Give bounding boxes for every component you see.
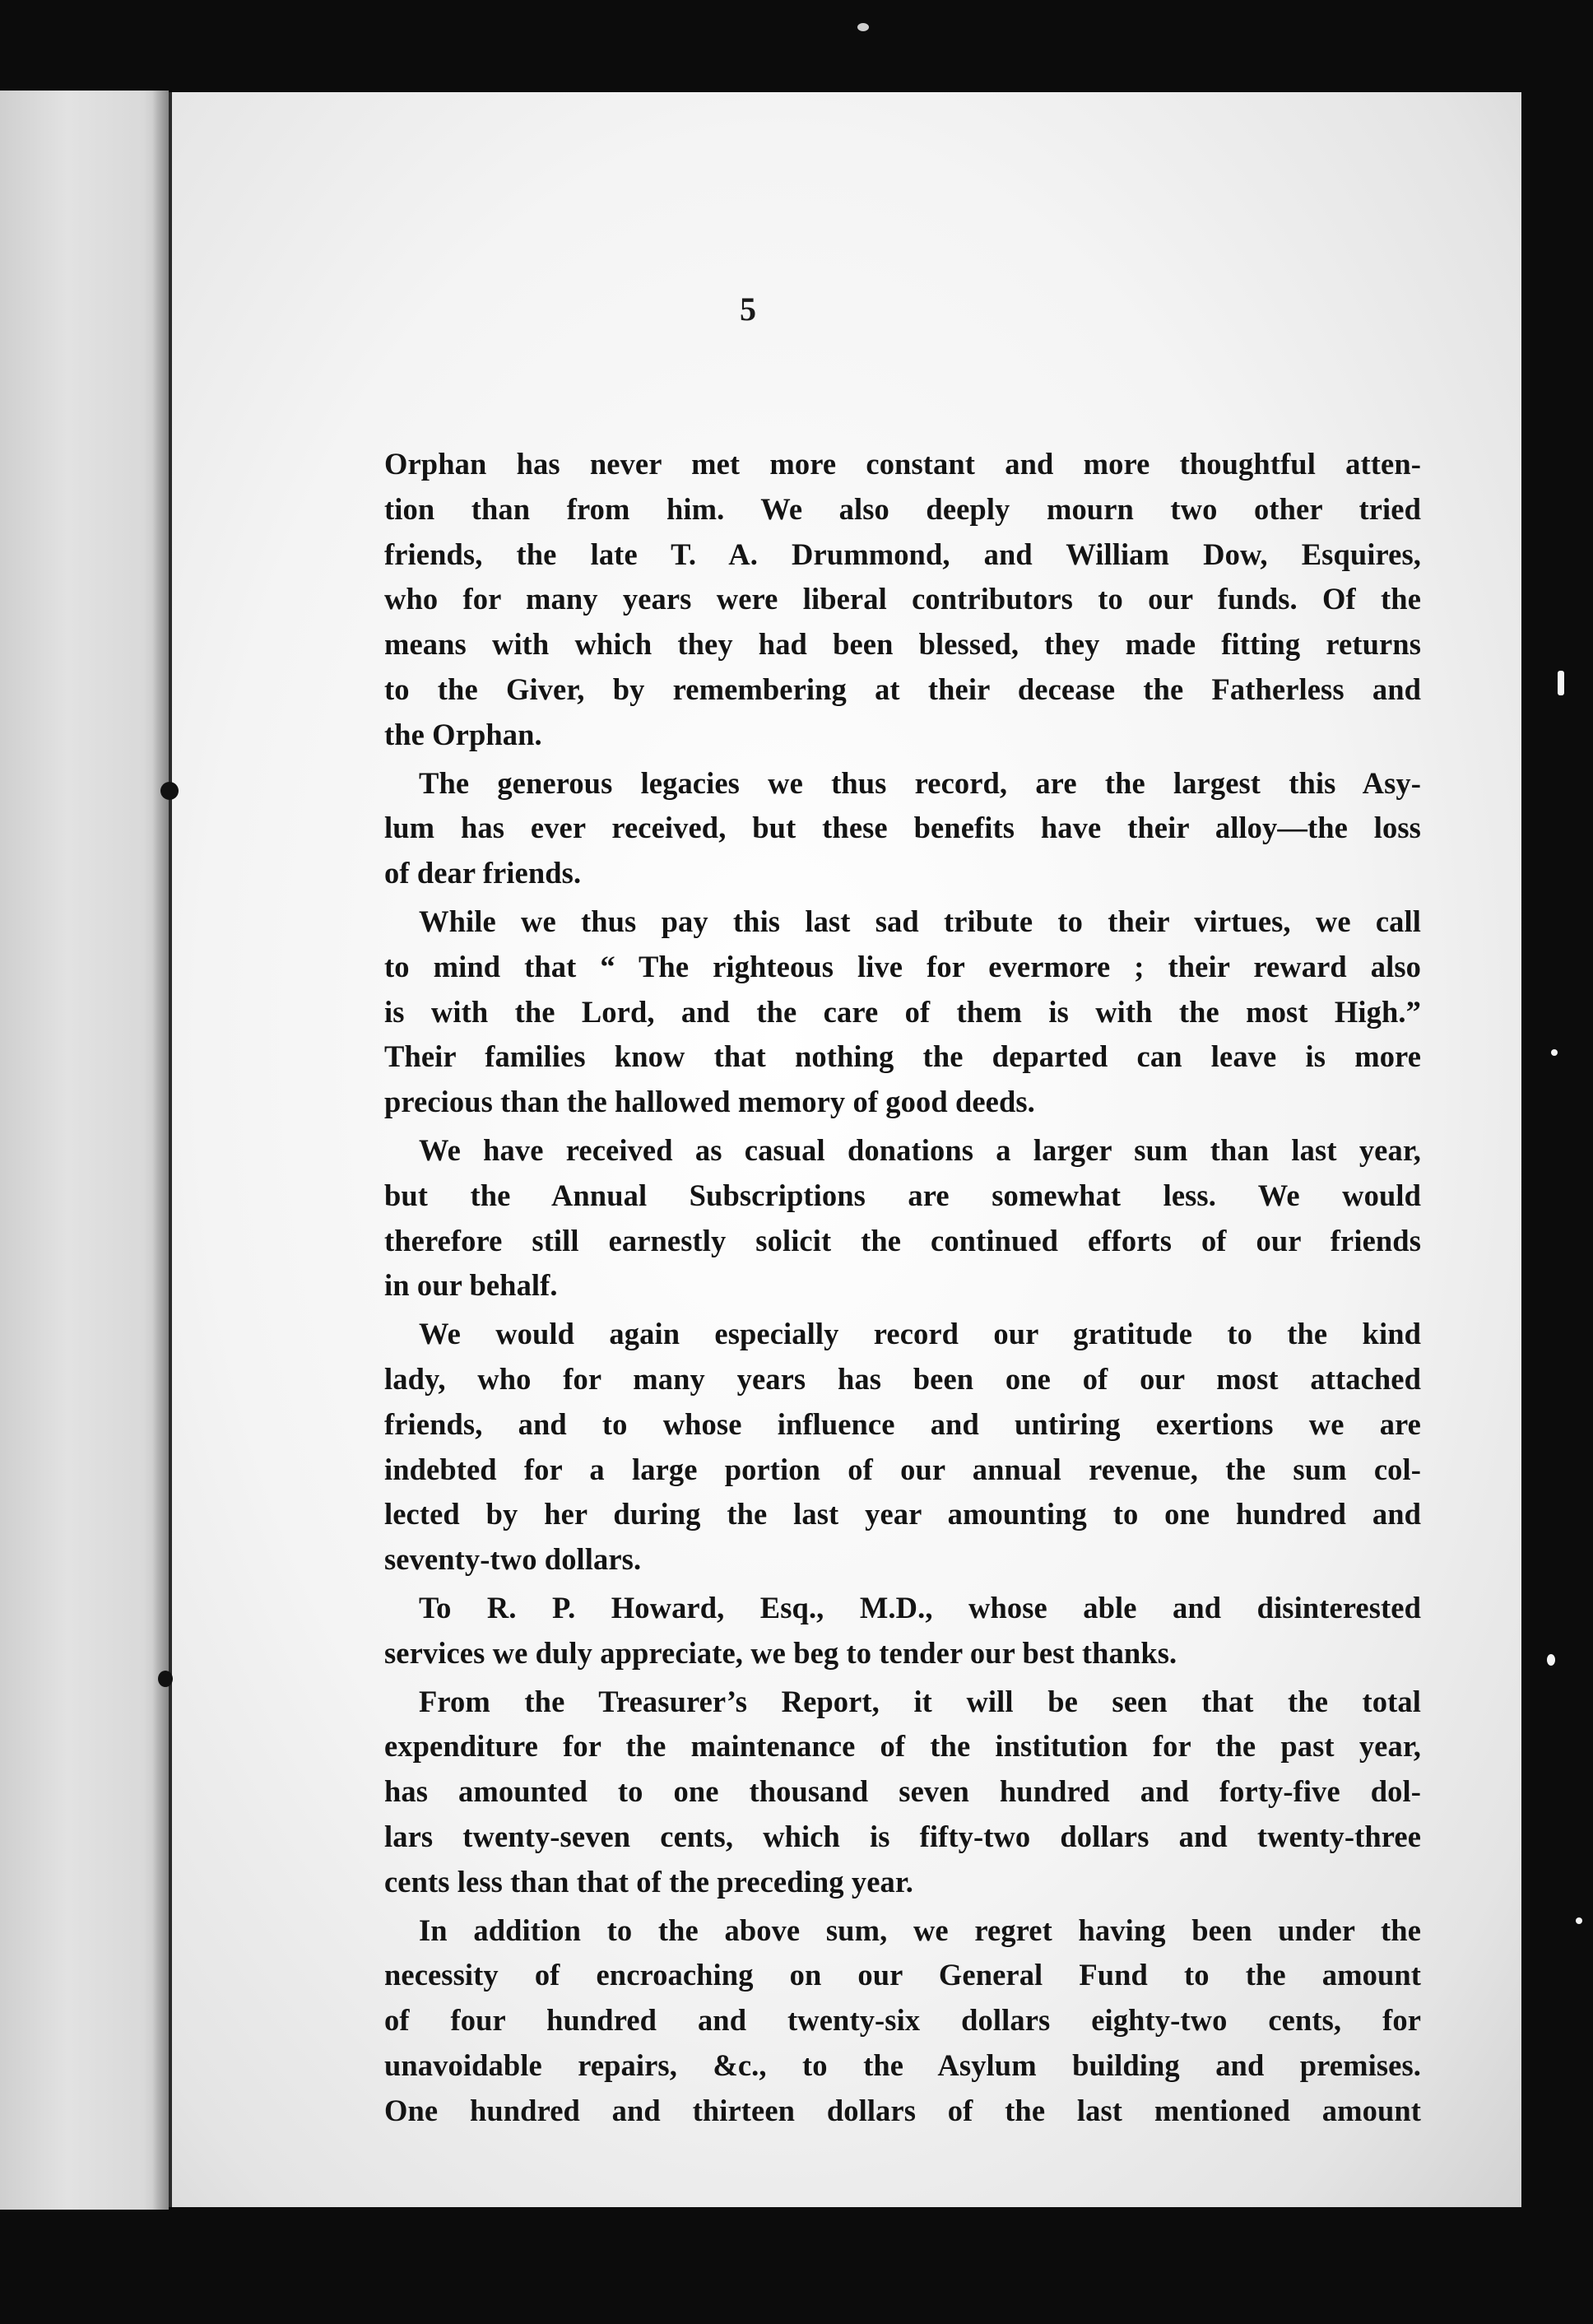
text-line: in our behalf. [384,1268,558,1303]
text-line: lum has ever received, but these benefits have their alloy—the loss [384,811,1421,845]
scan-speck [160,782,179,800]
text-line: tion than from him. We also deeply mourn two other tried [384,491,1421,526]
text-line: the Orphan. [384,717,542,751]
text-line: who for many years were liberal contributors to our funds. Of the [384,582,1421,616]
scan-speck [158,1671,173,1687]
text-line: To R. P. Howard, Esq., M.D., whose able and disinterested [419,1590,1421,1624]
text-line: The generous legacies we thus record, are the largest this Asy- [419,765,1421,800]
text-line: In addition to the above sum, we regret having been under the [419,1913,1421,1947]
text-line: We have received as casual donations a larger sum than last year, [419,1132,1421,1167]
text-line: means with which they had been blessed, they made fitting returns [384,627,1421,662]
text-line: expenditure for the maintenance of the institution for the past year, [384,1729,1421,1764]
text-line: lars twenty-seven cents, which is fifty-two dollars and twenty-three [384,1819,1421,1853]
text-line: necessity of encroaching on our General Fund to the amount [384,1958,1421,1992]
scan-speck [1547,1654,1555,1666]
previous-page-edge [0,91,169,2210]
text-line: to mind that “ The righteous live for evermore ; their reward also [384,949,1421,983]
paragraph [384,1586,1421,1676]
page-number: 5 [740,290,756,328]
text-line: friends, and to whose influence and untiring exertions we are [384,1406,1421,1441]
text-line: services we duly appreciate, we beg to tender our best thanks. [384,1635,1177,1670]
text-line: but the Annual Subscriptions are somewhat less. We would [384,1178,1421,1212]
scan-speck [1551,1049,1558,1056]
scan-speck [1576,1917,1582,1924]
body-text [384,442,1421,2136]
paragraph [384,1680,1421,1905]
text-line: From the Treasurer’s Report, it will be seen that the total [419,1684,1421,1718]
text-line: cents less than that of the preceding year. [384,1864,914,1899]
text-line: of four hundred and twenty-six dollars eighty-two cents, for [384,2003,1421,2038]
text-line: Their families know that nothing the departed can leave is more [384,1039,1421,1074]
text-line: lected by her during the last year amounting to one hundred and [384,1497,1421,1532]
paragraph [384,1128,1421,1308]
paragraph [384,1908,1421,2134]
paragraph [384,761,1421,896]
text-line: has amounted to one thousand seven hundred and forty-five dol- [384,1774,1421,1809]
paragraph [384,899,1421,1125]
paragraph [384,1312,1421,1583]
text-line: One hundred and thirteen dollars of the last mentioned amount [384,2093,1421,2127]
scan-speck [1558,671,1564,695]
document-page [169,92,1521,2207]
scan-speck [857,23,869,31]
text-line: seventy-two dollars. [384,1542,642,1577]
text-line: We would again especially record our gratitude to the kind [419,1317,1421,1351]
text-line: of dear friends. [384,856,582,890]
text-line: is with the Lord, and the care of them is with the most High.” [384,994,1421,1029]
text-line: While we thus pay this last sad tribute to their virtues, we call [419,904,1421,938]
paragraph [384,442,1421,758]
text-line: to the Giver, by remembering at their decease the Fatherless and [384,672,1421,706]
text-line: indebted for a large portion of our annual revenue, the sum col- [384,1452,1421,1486]
text-line: lady, who for many years has been one of our most attached [384,1361,1421,1396]
text-line: precious than the hallowed memory of good deeds. [384,1085,1035,1119]
text-line: therefore still earnestly solicit the continued efforts of our friends [384,1223,1421,1257]
text-line: unavoidable repairs, &c., to the Asylum building and premises. [384,2047,1421,2082]
text-line: Orphan has never met more constant and more thoughtful atten- [384,447,1421,481]
text-line: friends, the late T. A. Drummond, and William Dow, Esquires, [384,537,1421,571]
